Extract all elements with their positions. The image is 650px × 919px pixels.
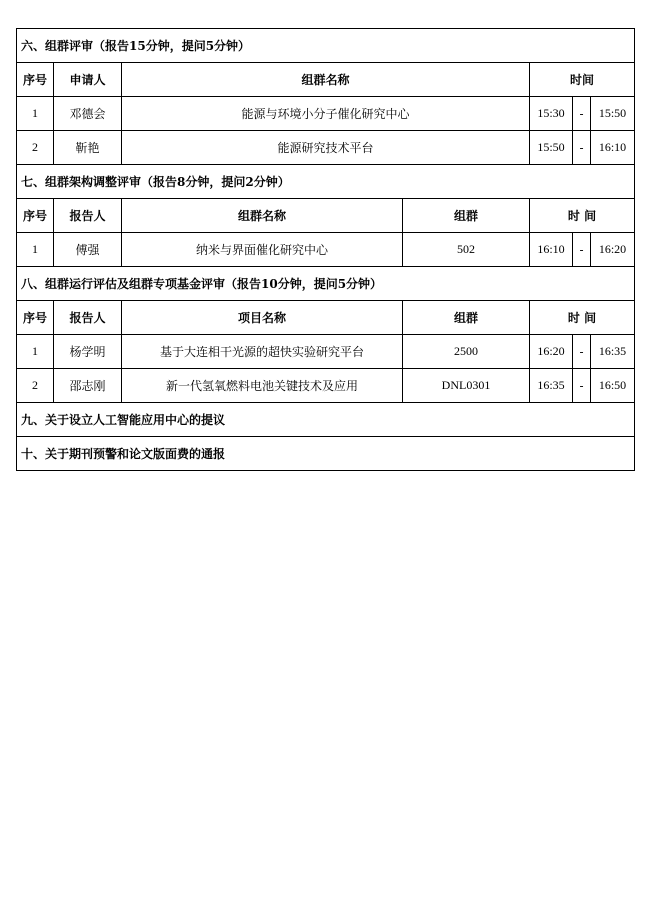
section-6-title-row <box>17 29 635 63</box>
row-seq: 1 <box>17 233 54 267</box>
row-name: 能源与环境小分子催化研究中心 <box>122 97 530 131</box>
header-reporter: 报告人 <box>54 301 122 335</box>
row-group: 2500 <box>403 335 530 369</box>
header-time: 时间 <box>530 63 635 97</box>
table-row <box>17 97 635 131</box>
row-seq: 2 <box>17 369 54 403</box>
row-end-time: 16:50 <box>591 369 635 403</box>
header-seq: 序号 <box>17 63 54 97</box>
row-person: 靳艳 <box>54 131 122 165</box>
section-8-title: 八、组群运行评估及组群专项基金评审（报告10分钟，提问5分钟） <box>17 267 635 301</box>
row-seq: 1 <box>17 335 54 369</box>
row-name: 基于大连相干光源的超快实验研究平台 <box>122 335 403 369</box>
table-row <box>17 131 635 165</box>
row-group: 502 <box>403 233 530 267</box>
row-person: 邓德会 <box>54 97 122 131</box>
header-group-name: 组群名称 <box>122 199 403 233</box>
row-end-time: 16:35 <box>591 335 635 369</box>
row-start-time: 15:50 <box>530 131 573 165</box>
header-time: 时 间 <box>530 199 635 233</box>
section-9-title-row <box>17 403 635 437</box>
table-row <box>17 335 635 369</box>
row-start-time: 15:30 <box>530 97 573 131</box>
row-start-time: 16:20 <box>530 335 573 369</box>
row-time-separator: - <box>573 369 591 403</box>
row-name: 纳米与界面催化研究中心 <box>122 233 403 267</box>
section-8-header-row <box>17 301 635 335</box>
row-time-separator: - <box>573 131 591 165</box>
header-group: 组群 <box>403 301 530 335</box>
table-row <box>17 369 635 403</box>
row-person: 傅强 <box>54 233 122 267</box>
row-time-separator: - <box>573 233 591 267</box>
header-project-name: 项目名称 <box>122 301 403 335</box>
row-name: 能源研究技术平台 <box>122 131 530 165</box>
section-7-title-row <box>17 165 635 199</box>
header-seq: 序号 <box>17 301 54 335</box>
section-6-header-row <box>17 63 635 97</box>
header-seq: 序号 <box>17 199 54 233</box>
header-group: 组群 <box>403 199 530 233</box>
row-end-time: 16:20 <box>591 233 635 267</box>
section-7-title: 七、组群架构调整评审（报告8分钟，提问2分钟） <box>17 165 635 199</box>
row-seq: 2 <box>17 131 54 165</box>
section-10-title-row <box>17 437 635 471</box>
table-row <box>17 233 635 267</box>
row-start-time: 16:10 <box>530 233 573 267</box>
section-6-title: 六、组群评审（报告15分钟，提问5分钟） <box>17 29 635 63</box>
row-end-time: 15:50 <box>591 97 635 131</box>
agenda-table <box>16 28 635 471</box>
header-group-name: 组群名称 <box>122 63 530 97</box>
section-8-title-row <box>17 267 635 301</box>
header-applicant: 申请人 <box>54 63 122 97</box>
header-time: 时 间 <box>530 301 635 335</box>
row-time-separator: - <box>573 335 591 369</box>
row-name: 新一代氢氧燃料电池关键技术及应用 <box>122 369 403 403</box>
row-end-time: 16:10 <box>591 131 635 165</box>
row-seq: 1 <box>17 97 54 131</box>
row-person: 杨学明 <box>54 335 122 369</box>
row-start-time: 16:35 <box>530 369 573 403</box>
section-7-header-row <box>17 199 635 233</box>
section-9-title: 九、关于设立人工智能应用中心的提议 <box>17 403 635 437</box>
header-reporter: 报告人 <box>54 199 122 233</box>
row-person: 邵志刚 <box>54 369 122 403</box>
row-group: DNL0301 <box>403 369 530 403</box>
row-time-separator: - <box>573 97 591 131</box>
section-10-title: 十、关于期刊预警和论文版面费的通报 <box>17 437 635 471</box>
